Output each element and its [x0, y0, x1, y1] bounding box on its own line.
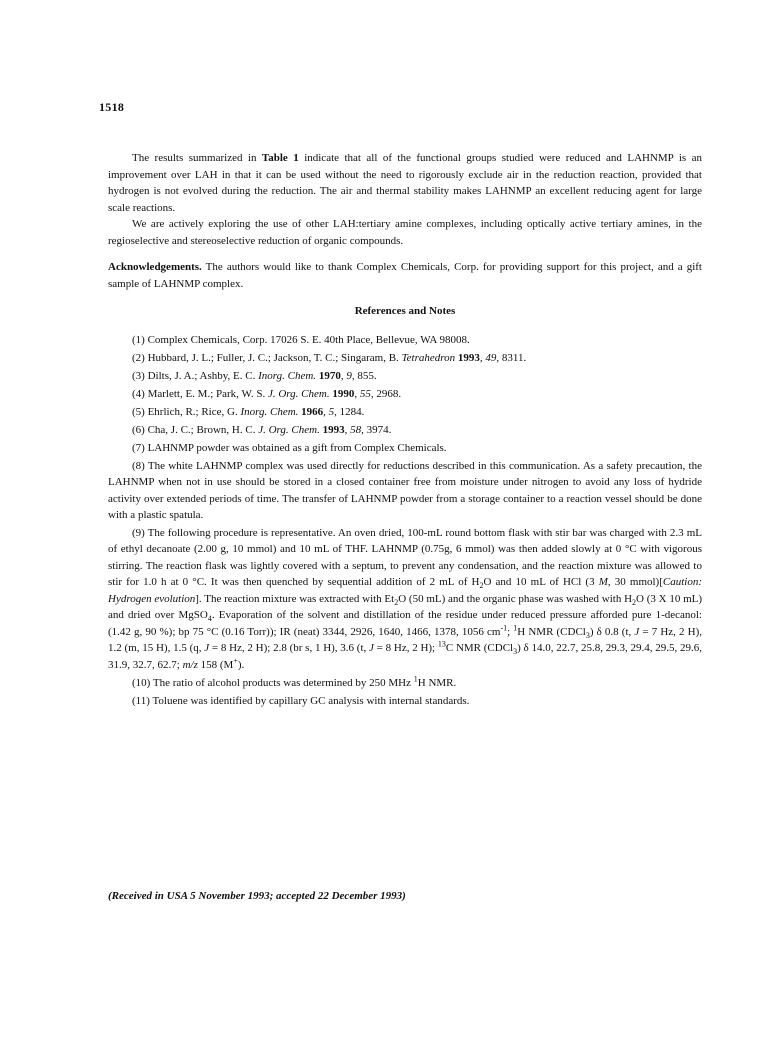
paragraph-results: [108, 150, 702, 216]
paragraph-text: indicate that all of the functional groups studied were reduced and LAHNMP is an improvement over LAH in that it can be used without the need to rigorously exclude air in the reduction reaction, provided that hydrogen is not evolved during the reduction. The air and thermal stability makes LAHNMP an excellent reducing agent for large scale reactions.: [108, 152, 703, 214]
reference-2: (2) Hubbard, J. L.; Fuller, J. C.; Jackson, T. C.; Singaram, B. Tetrahedron 1993, 49, 8311.: [132, 351, 527, 364]
page-number: 1518: [99, 100, 125, 114]
reference-8: (8) The white LAHNMP complex was used directly for reductions described in this communication. As a safety precaution, the LAHNMP when not in use should be stored in a closed container free from moisture under nitrogen to avoid any loss of hydride activity over extended periods of time. The transfer of LAHNMP powder from a storage container to a reaction vessel should be done with a plastic spatula.: [108, 459, 702, 521]
reference-9: (9) The following procedure is representative. An oven dried, 100-mL round bottom flask with stir bar was charged with 2.3 mL of ethyl decanoate (2.00 g, 10 mmol) and 10 mL of THF. LAHNMP (0.75g, 6 mmol) was then added slowly at 0 °C with vigorous stirring. The reaction flask was lightly covered with a septum, to prevent any condensation, and the reaction mixture was allowed to stir for 1.0 h at 0 °C. It was then quenched by sequential addition of 2 mL of $H_2O$ and 10 mL of HCl (3 M, 30 mmol)[Caution: Hydrogen evolution]. The reaction mixture was extracted with $Et_2O$ (50 mL) and the organic phase was washed with $H_2O$ (3 X 10 mL) and dried over MgSO$_4$. Evaporation of the solvent and distillation of the residue under reduced pressure afforded pure 1-decanol: (1.42 g, 90 %); bp 75 °C (0.16 Torr)); IR (neat) 3344, 2926, 1640, 1466, 1378, 1056 $cm^{-1}$; $^1$H NMR (CDCl$_3$) δ 0.8 (t, J = 7 Hz, 2 H), 1.2 (m, 15 H), 1.5 (q, J = 8 Hz, 2 H); 2.8 (br s, 1 H), 3.6 (t, J = 8 Hz, 2 H); $^{13}$C NMR (CDCl$_3$) δ 14.0, 22.7, 25.8, 29.3, 29.4, 29.5, 29.6, 31.9, 32.7, 62.7; m/z 158 (M+).: [108, 526, 703, 671]
received-dates: (Received in USA 5 November 1993; accepted 22 December 1993): [108, 890, 406, 902]
acknowledgements-label: Acknowledgements.: [108, 261, 202, 273]
references-heading: References and Notes: [354, 305, 456, 317]
paragraph-outlook: We are actively exploring the use of other LAH:tertiary amine complexes, including optically active tertiary amines, in the regioselective and stereoselective reduction of organic compounds.: [108, 218, 702, 247]
reference-5: (5) Ehrlich, R.; Rice, G. Inorg. Chem. 1966, 5, 1284.: [132, 405, 365, 418]
reference-1: (1) Complex Chemicals, Corp. 17026 S. E. 40th Place, Bellevue, WA 98008.: [132, 333, 470, 346]
reference-6: (6) Cha, J. C.; Brown, H. C. J. Org. Chem. 1993, 58, 3974.: [132, 423, 392, 436]
reference-7: (7) LAHNMP powder was obtained as a gift from Complex Chemicals.: [132, 441, 447, 454]
reference-11: (11) Toluene was identified by capillary GC analysis with internal standards.: [132, 695, 470, 707]
reference-10: (10) The ratio of alcohol products was determined by 250 MHz $^1$H NMR.: [132, 674, 457, 689]
acknowledgements-text: The authors would like to thank Complex Chemicals, Corp. for providing support for this project, and a gift sample of LAHNMP complex.: [108, 261, 702, 290]
table-reference: Table 1: [261, 152, 299, 164]
article-body: [108, 150, 702, 710]
acknowledgements: [108, 259, 702, 292]
reference-4: (4) Marlett, E. M.; Park, W. S. J. Org. Chem. 1990, 55, 2968.: [132, 387, 402, 400]
reference-3: (3) Dilts, J. A.; Ashby, E. C. Inorg. Chem. 1970, 9, 855.: [132, 369, 377, 382]
paragraph-text: The results summarized in: [132, 152, 262, 164]
